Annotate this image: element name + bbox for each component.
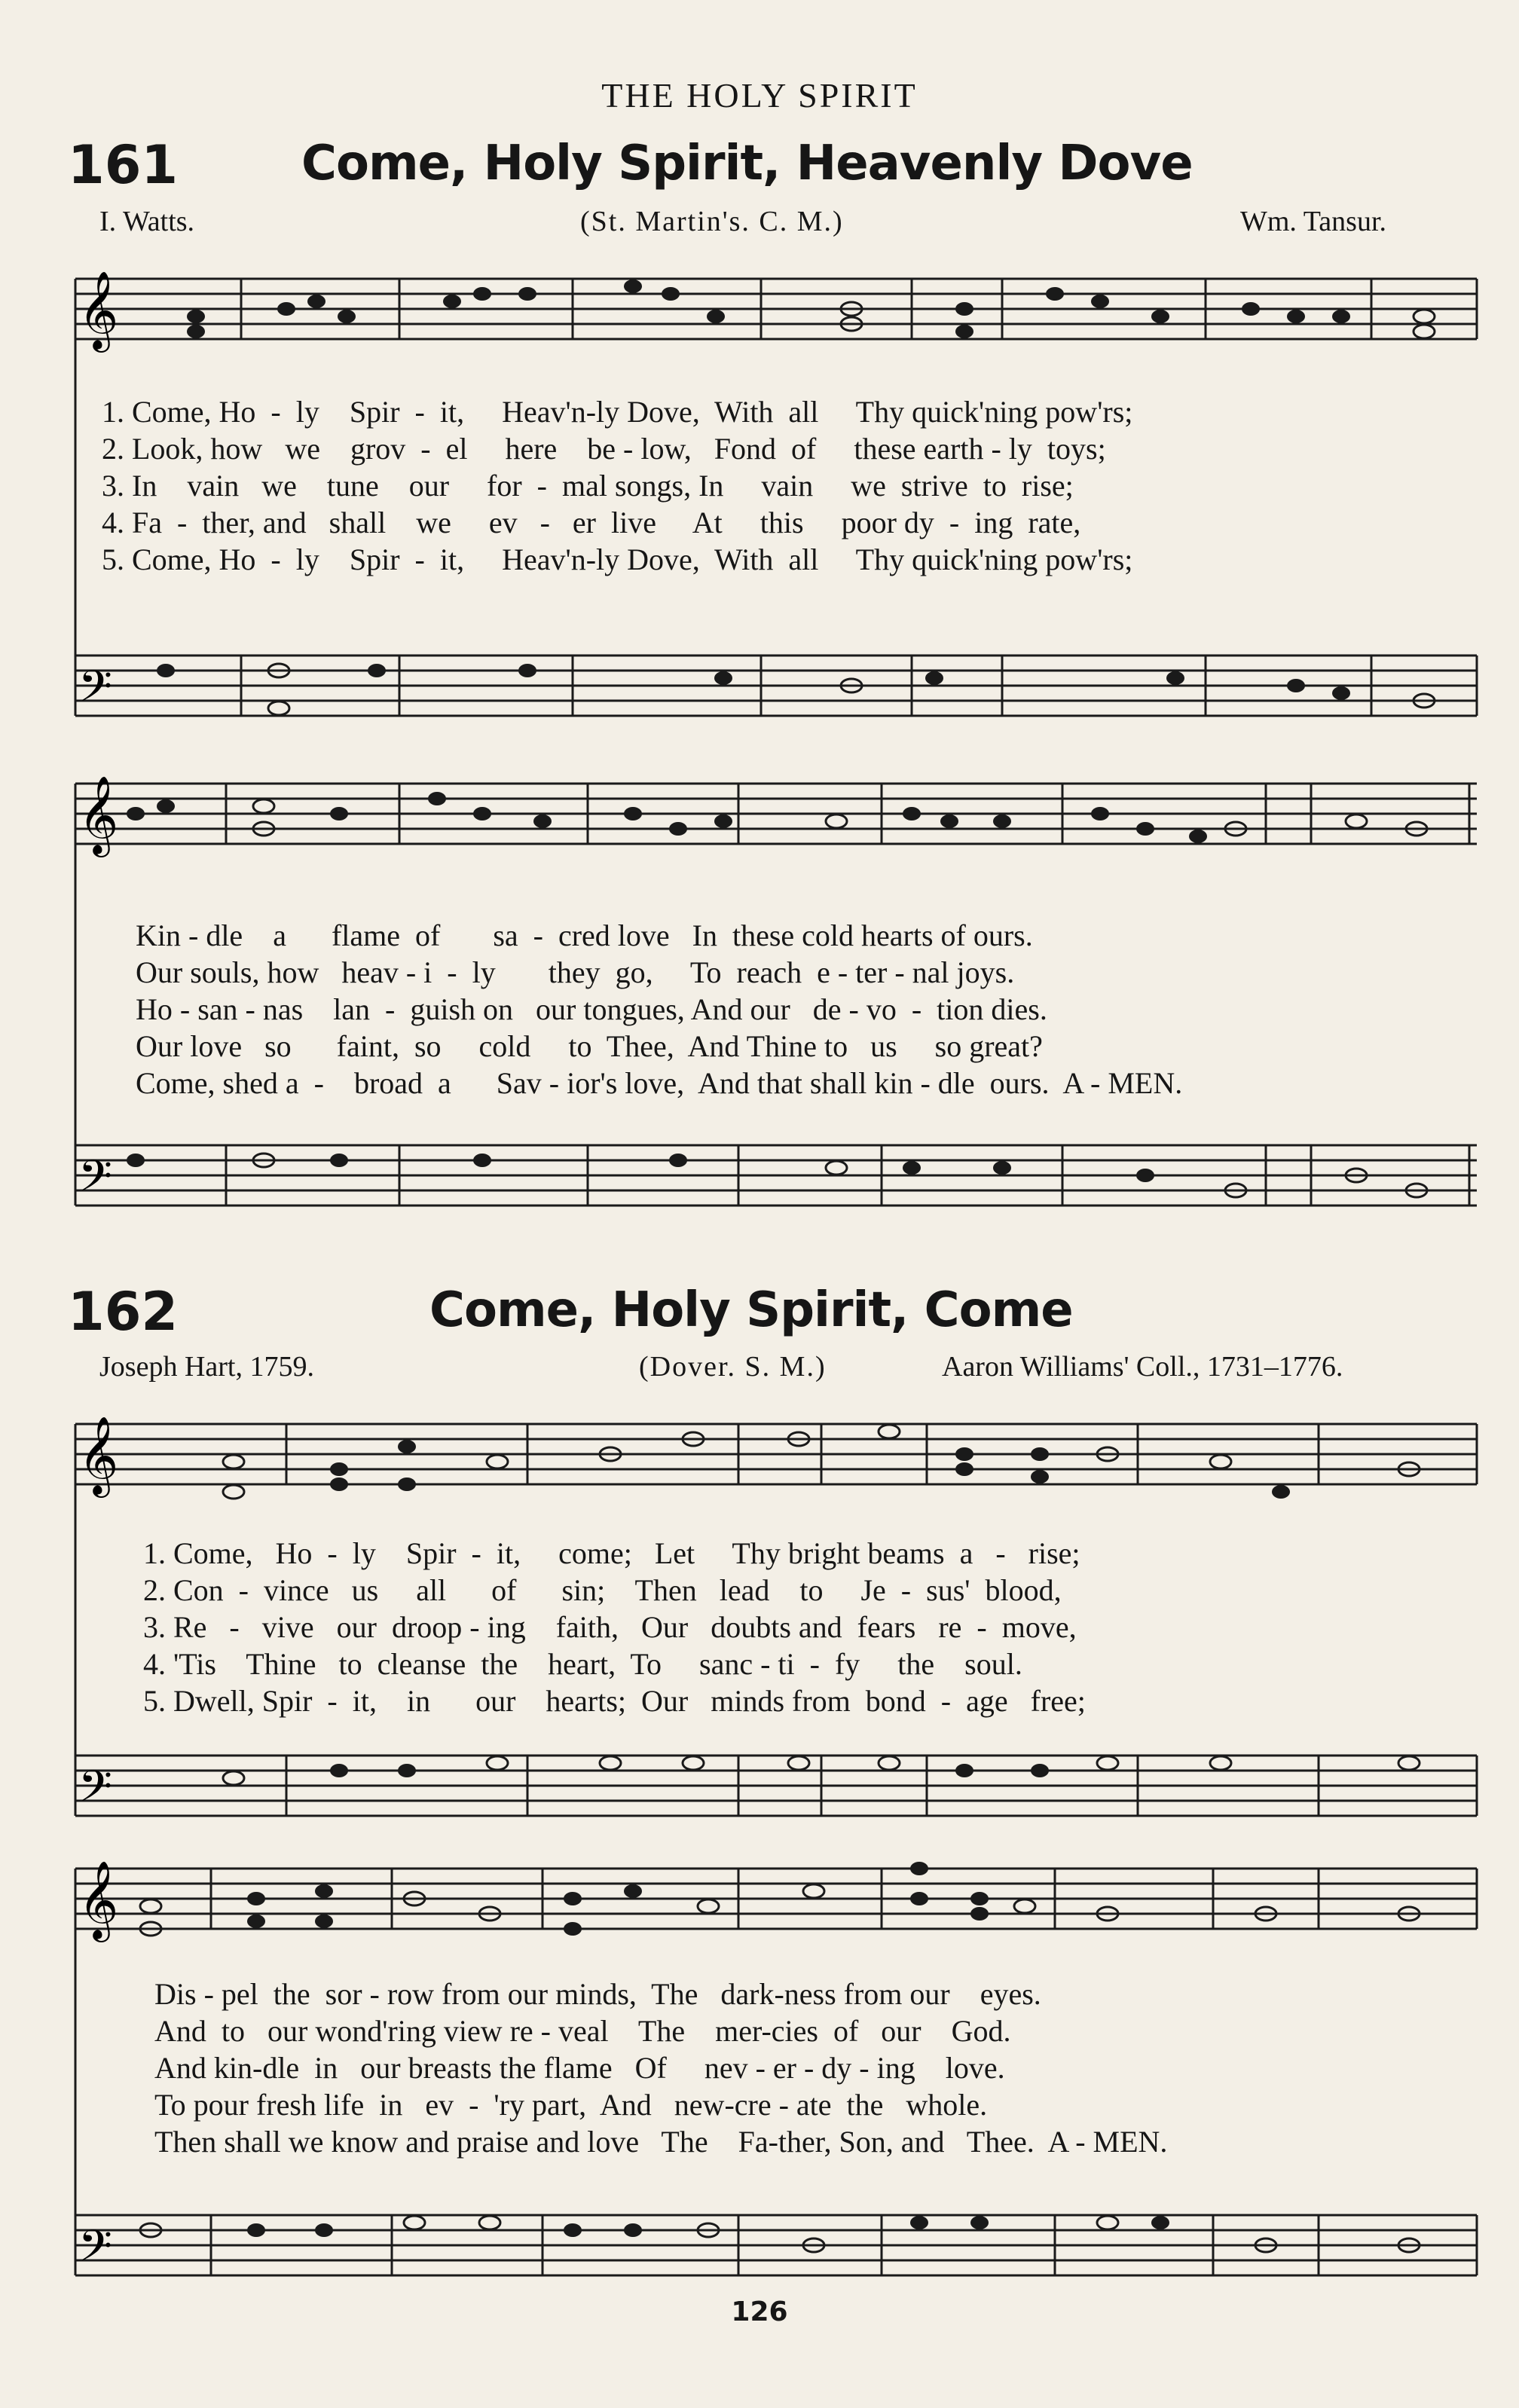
hymn-title: Come, Holy Spirit, Come [429,1282,1073,1338]
verse-line: 2. Look, how we grov - el here be - low, Fond of these earth - ly toys; [102,432,1106,466]
verse-line: And to our wond'ring view re - veal The mer-cies of our God. [154,2014,1011,2048]
page-number: 126 [731,2296,788,2327]
verse-line: 4. Fa - ther, and shall we ev - er live At this poor dy - ing rate, [102,506,1081,539]
svg-text:𝄞: 𝄞 [78,775,119,854]
verse-line: 1. Come, Ho - ly Spir - it, Heav'n-ly Dove, With all Thy quick'ning pow'rs; [102,395,1133,429]
hymn-composer: Aaron Williams' Coll., 1731–1776. [942,1351,1343,1383]
verse-line: 2. Con - vince us all of sin; Then lead to Je - sus' blood, [143,1573,1062,1607]
verse-line: 5. Come, Ho - ly Spir - it, Heav'n-ly Dove, With all Thy quick'ning pow'rs; [102,542,1133,576]
verse-line: 5. Dwell, Spir - it, in our hearts; Our minds from bond - age free; [143,1684,1086,1718]
verse-line: Our souls, how heav - i - ly they go, To reach e - ter - nal joys. [136,955,1015,989]
hymn-number: 162 [68,1281,179,1343]
hymn-tune: (St. Martin's. C. M.) [580,206,844,237]
svg-text:𝄢: 𝄢 [78,1151,113,1212]
verse-line: 3. Re - vive our droop - ing faith, Our doubts and fears re - move, [143,1610,1077,1644]
hymn-title: Come, Holy Spirit, Heavenly Dove [301,136,1193,191]
verse-line: Come, shed a - broad a Sav - ior's love, And that shall kin - dle ours. A - MEN. [136,1066,1183,1100]
verse-line: 1. Come, Ho - ly Spir - it, come; Let Thy bright beams a - rise; [143,1536,1080,1570]
hymn-author: I. Watts. [99,206,195,237]
verse-line: And kin-dle in our breasts the flame Of nev - er - dy - ing love. [154,2051,1005,2085]
svg-text:𝄢: 𝄢 [78,2220,113,2282]
hymn-tune: (Dover. S. M.) [639,1351,827,1383]
hymn-number: 161 [68,134,179,196]
verse-line: 3. In vain we tune our for - mal songs, In vain we strive to rise; [102,469,1074,503]
hymn-composer: Wm. Tansur. [1240,206,1387,237]
verse-line: Then shall we know and praise and love The Fa-ther, Son, and Thee. A - MEN. [154,2125,1168,2159]
hymn-author: Joseph Hart, 1759. [99,1351,314,1383]
verse-line: Our love so faint, so cold to Thee, And Thine to us so great? [136,1029,1043,1063]
svg-text:𝄞: 𝄞 [78,1860,119,1939]
svg-text:𝄞: 𝄞 [78,270,119,350]
svg-text:𝄞: 𝄞 [78,1416,119,1495]
section-title: THE HOLY SPIRIT [601,76,918,115]
verse-line: To pour fresh life in ev - 'ry part, And new-cre - ate the whole. [154,2088,988,2122]
verse-line: Kin - dle a flame of sa - cred love In these cold hearts of ours. [136,918,1033,952]
verse-line: 4. 'Tis Thine to cleanse the heart, To sanc - ti - fy the soul. [143,1647,1022,1681]
svg-text:𝄢: 𝄢 [78,661,113,723]
verse-line: Ho - san - nas lan - guish on our tongues, And our de - vo - tion dies. [136,992,1047,1026]
svg-text:𝄢: 𝄢 [78,1761,113,1823]
verse-line: Dis - pel the sor - row from our minds, The dark-ness from our eyes. [154,1977,1041,2011]
